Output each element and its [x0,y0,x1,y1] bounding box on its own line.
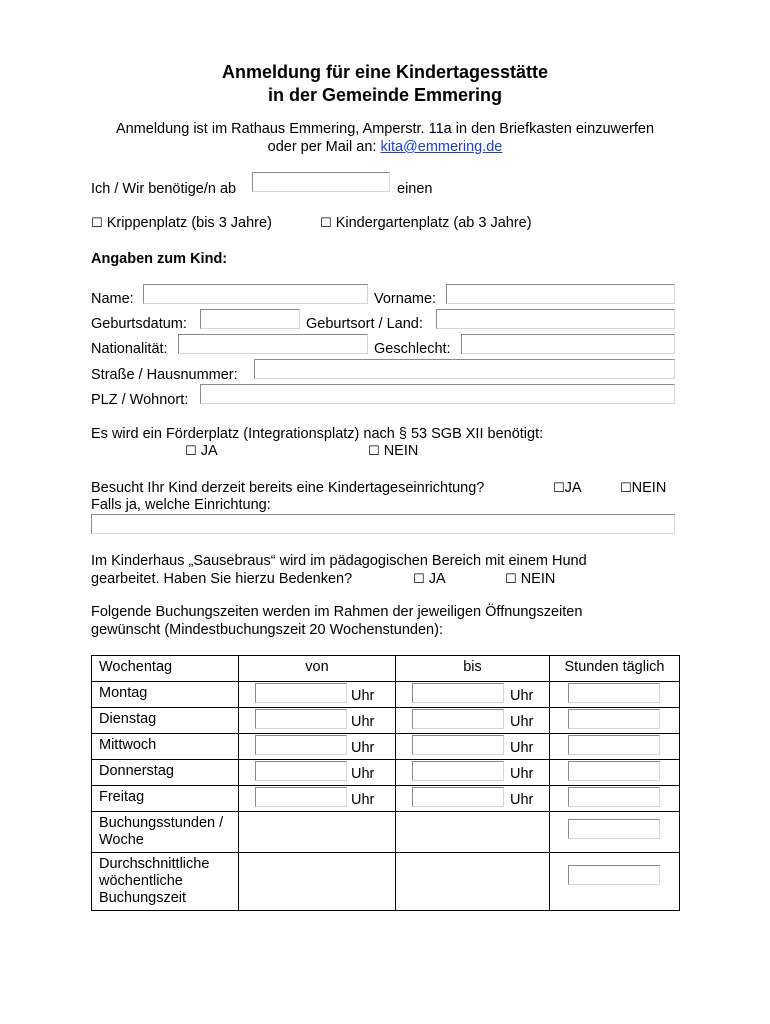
hund-ja-label: JA [428,571,446,587]
header-von: von [239,656,396,682]
avg-hours-field[interactable] [568,865,660,885]
von-cell [239,682,396,708]
uhr-label: Uhr [510,792,534,808]
need-suffix: einen [397,181,433,197]
stunden-cell [550,708,680,734]
checkbox-icon[interactable]: ☐ [505,572,517,587]
stunden-cell [550,786,680,812]
table-header-row [92,656,680,682]
header-wochentag: Wochentag [92,656,239,682]
uhr-label: Uhr [351,714,375,730]
day-label-freitag: Freitag [92,786,239,812]
intro-text-prefix: oder per Mail an: [267,139,381,155]
section-title-child: Angaben zum Kind: [91,251,228,267]
uhr-label: Uhr [510,714,534,730]
bis-time-field[interactable] [412,683,504,703]
day-label-montag: Montag [92,682,239,708]
checkbox-icon[interactable]: ☐ [620,481,632,496]
von-cell [239,708,396,734]
booking-intro-line2: gewünscht (Mindestbuchungszeit 20 Wochenstunden): [91,622,443,638]
vorname-field[interactable] [446,284,675,304]
bis-cell [396,734,550,760]
bis-cell [396,708,550,734]
table-row [92,708,680,734]
empty-cell [396,853,550,911]
need-label: Ich / Wir benötige/n ab [91,181,237,197]
option-kindergartenplatz[interactable] [320,215,532,231]
von-time-field[interactable] [255,735,347,755]
option-krippenplatz-label: Krippenplatz (bis 3 Jahre) [106,215,272,231]
vorname-label: Vorname: [374,291,437,307]
empty-cell [239,812,396,853]
strasse-label: Straße / Hausnummer: [91,367,238,383]
avg-hours-cell [550,853,680,911]
start-date-field[interactable] [252,172,390,192]
facility-nein-label: NEIN [631,480,667,496]
table-row [92,734,680,760]
von-time-field[interactable] [255,761,347,781]
plz-label: PLZ / Wohnort: [91,392,189,408]
hours-field[interactable] [568,709,660,729]
empty-cell [239,853,396,911]
hund-question-line1: Im Kinderhaus „Sausebraus“ wird im pädagogischen Bereich mit einem Hund [91,553,587,569]
strasse-field[interactable] [254,359,675,379]
avg-hours-label: Durchschnittliche wöchentliche Buchungszeit [92,853,239,911]
facility-which-label: Falls ja, welche Einrichtung: [91,497,271,513]
hours-field[interactable] [568,683,660,703]
facility-ja-label: JA [564,480,582,496]
day-label-dienstag: Dienstag [92,708,239,734]
weekly-hours-cell [550,812,680,853]
plz-wohnort-field[interactable] [200,384,675,404]
bis-cell [396,786,550,812]
option-krippenplatz[interactable] [91,215,272,231]
geburtsort-label: Geburtsort / Land: [306,316,423,332]
hund-nein-option[interactable] [505,571,555,587]
stunden-cell [550,682,680,708]
checkbox-icon[interactable]: ☐ [553,481,565,496]
checkbox-icon[interactable]: ☐ [91,216,103,231]
von-cell [239,760,396,786]
foerderplatz-question: Es wird ein Förderplatz (Integrationsplatz) nach § 53 SGB XII benötigt: [91,426,544,442]
von-cell [239,734,396,760]
stunden-cell [550,760,680,786]
foerderplatz-ja-option[interactable] [185,443,218,459]
table-row [92,682,680,708]
facility-nein-option[interactable] [620,480,666,496]
geburtsdatum-field[interactable] [200,309,300,329]
geburtsdatum-label: Geburtsdatum: [91,316,187,332]
empty-cell [396,812,550,853]
hours-field[interactable] [568,735,660,755]
von-cell [239,786,396,812]
day-label-donnerstag: Donnerstag [92,760,239,786]
weekly-hours-field[interactable] [568,819,660,839]
option-kindergartenplatz-label: Kindergartenplatz (ab 3 Jahre) [335,215,532,231]
checkbox-icon[interactable]: ☐ [368,444,380,459]
hours-field[interactable] [568,787,660,807]
hund-question-line2: gearbeitet. Haben Sie hierzu Bedenken? [91,571,353,587]
bis-time-field[interactable] [412,735,504,755]
foerderplatz-nein-label: NEIN [383,443,419,459]
weekly-hours-label: Buchungsstunden / Woche [92,812,239,853]
header-bis: bis [396,656,550,682]
geschlecht-label: Geschlecht: [374,341,451,357]
geburtsort-field[interactable] [436,309,675,329]
email-link[interactable]: kita@emmering.de [380,139,503,155]
uhr-label: Uhr [351,792,375,808]
uhr-label: Uhr [351,688,375,704]
weekly-hours-row [92,812,680,853]
form-title-line1: Anmeldung für eine Kindertagesstätte [221,62,549,82]
name-field[interactable] [143,284,368,304]
bis-time-field[interactable] [412,709,504,729]
hund-ja-option[interactable] [413,571,446,587]
von-time-field[interactable] [255,683,347,703]
day-label-mittwoch: Mittwoch [92,734,239,760]
uhr-label: Uhr [510,688,534,704]
booking-intro-line1: Folgende Buchungszeiten werden im Rahmen der jeweiligen Öffnungszeiten [91,604,583,620]
form-title-line2: in der Gemeinde Emmering [267,85,503,105]
hund-nein-label: NEIN [520,571,556,587]
table-row [92,760,680,786]
intro-text-line1: Anmeldung ist im Rathaus Emmering, Amperstr. 11a in den Briefkasten einzuwerfen [115,121,655,137]
avg-hours-row [92,853,680,911]
von-time-field[interactable] [255,787,347,807]
uhr-label: Uhr [510,740,534,756]
uhr-label: Uhr [351,740,375,756]
facility-ja-option[interactable] [553,480,582,496]
uhr-label: Uhr [351,766,375,782]
geschlecht-field[interactable] [461,334,675,354]
nationalitaet-label: Nationalität: [91,341,168,357]
foerderplatz-ja-label: JA [200,443,218,459]
booking-table [91,655,680,911]
uhr-label: Uhr [510,766,534,782]
checkbox-icon[interactable]: ☐ [320,216,332,231]
nationalitaet-field[interactable] [178,334,368,354]
bis-cell [396,682,550,708]
intro-text-line2 [0,139,770,155]
checkbox-icon[interactable]: ☐ [185,444,197,459]
table-row [92,786,680,812]
foerderplatz-nein-option[interactable] [368,443,418,459]
facility-question: Besucht Ihr Kind derzeit bereits eine Kindertageseinrichtung? [91,480,485,496]
bis-time-field[interactable] [412,787,504,807]
facility-name-field[interactable] [91,514,675,534]
bis-cell [396,760,550,786]
header-stunden: Stunden täglich [550,656,680,682]
name-label: Name: [91,291,134,307]
checkbox-icon[interactable]: ☐ [413,572,425,587]
hours-field[interactable] [568,761,660,781]
von-time-field[interactable] [255,709,347,729]
stunden-cell [550,734,680,760]
bis-time-field[interactable] [412,761,504,781]
